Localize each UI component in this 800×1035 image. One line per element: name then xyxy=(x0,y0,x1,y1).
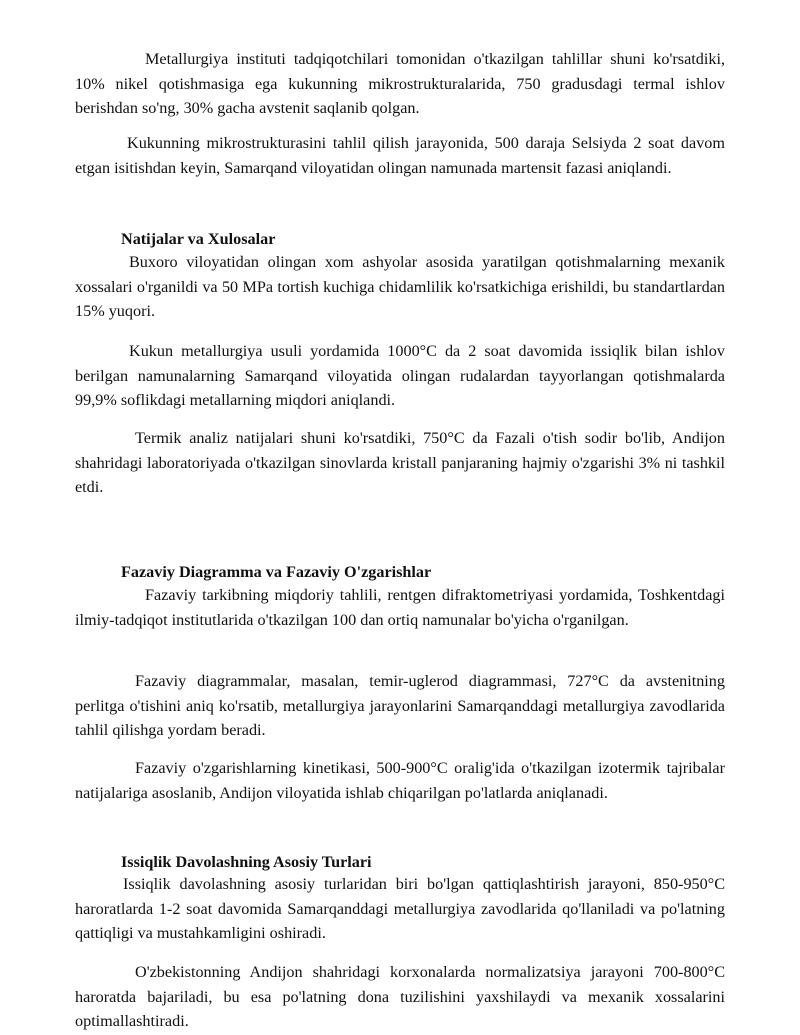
paragraph-austenite-retention: Metallurgiya instituti tadqiqotchilari tomonidan o'tkazilgan tahlillar shuni ko'rsatdiki, 10% nikel qotishmasiga ega kukunning mikrostrukturalarida, 750 gradusdagi termal ishlov berishdan so'ng, 30% gacha avstenit saqlanib qolgan. xyxy=(75,50,725,117)
section-heading-heat-treatment: Issiqlik Davolashning Asosiy Turlari xyxy=(121,853,372,871)
paragraph-phase-kinetics: Fazaviy o'zgarishlarning kinetikasi, 500-900°C oralig'ida o'tkazilgan izotermik tajribalar natijalariga asoslanib, Andijon viloyatida ishlab chiqarilgan po'latlarda aniqlanadi. xyxy=(75,759,725,802)
paragraph-hardening-process: Issiqlik davolashning asosiy turlaridan biri bo'lgan qattiqlashtirish jarayoni, 850-950°C haroratlarda 1-2 soat davomida Samarqanddagi metallurgiya zavodlarida qo'llaniladi va po'latning qattiqligi va mustahkamligini oshiradi. xyxy=(75,875,725,942)
paragraph-powder-metallurgy: Kukun metallurgiya usuli yordamida 1000°C da 2 soat davomida issiqlik bilan ishlov berilgan namunalarning Samarqand viloyatida olingan rudalardan tayyorlangan qotishmalarda 99,9% soflikdagi metallarning miqdori aniqlandi. xyxy=(75,342,725,409)
paragraph-normalization-process: O'zbekistonning Andijon shahridagi korxonalarda normalizatsiya jarayoni 700-800°C haroratda bajariladi, bu esa po'latning dona tuzilishini yaxshilaydi va mexanik xossalarini optimallashtiradi. xyxy=(75,963,725,1030)
paragraph-martensite-phase: Kukunning mikrostrukturasini tahlil qilish jarayonida, 500 daraja Selsiyda 2 soat davom etgan isitishdan keyin, Samarqand viloyatidan olingan namunada martensit fazasi aniqlandi. xyxy=(75,134,725,177)
paragraph-iron-carbon-diagram: Fazaviy diagrammalar, masalan, temir-uglerod diagrammasi, 727°C da avstenitning perlitga o'tishini aniq ko'rsatib, metallurgiya jarayonlarini Samarqanddagi metallurgiya zavodlarida tahlil qilishga yordam beradi. xyxy=(75,672,725,739)
section-heading-results: Natijalar va Xulosalar xyxy=(121,230,276,248)
paragraph-bukhara-alloys: Buxoro viloyatidan olingan xom ashyolar asosida yaratilgan qotishmalarning mexanik xossalari o'rganildi va 50 MPa tortish kuchiga chidamlilik ko'rsatkichiga erishildi, bu standartlardan 15% yuqori. xyxy=(75,253,725,320)
paragraph-thermal-analysis: Termik analiz natijalari shuni ko'rsatdiki, 750°C da Fazali o'tish sodir bo'lib, Andijon shahridagi laboratoriyada o'tkazilgan sinovlarda kristall panjaraning hajmiy o'zgarishi 3% ni tashkil etdi. xyxy=(75,429,725,496)
section-heading-phase-diagram: Fazaviy Diagramma va Fazaviy O'zgarishlar xyxy=(121,563,432,581)
paragraph-phase-composition: Fazaviy tarkibning miqdoriy tahlili, rentgen difraktometriyasi yordamida, Toshkentdagi ilmiy-tadqiqot institutlarida o'tkazilgan 100 dan ortiq namunalar bo'yicha o'rganilgan. xyxy=(75,586,725,629)
